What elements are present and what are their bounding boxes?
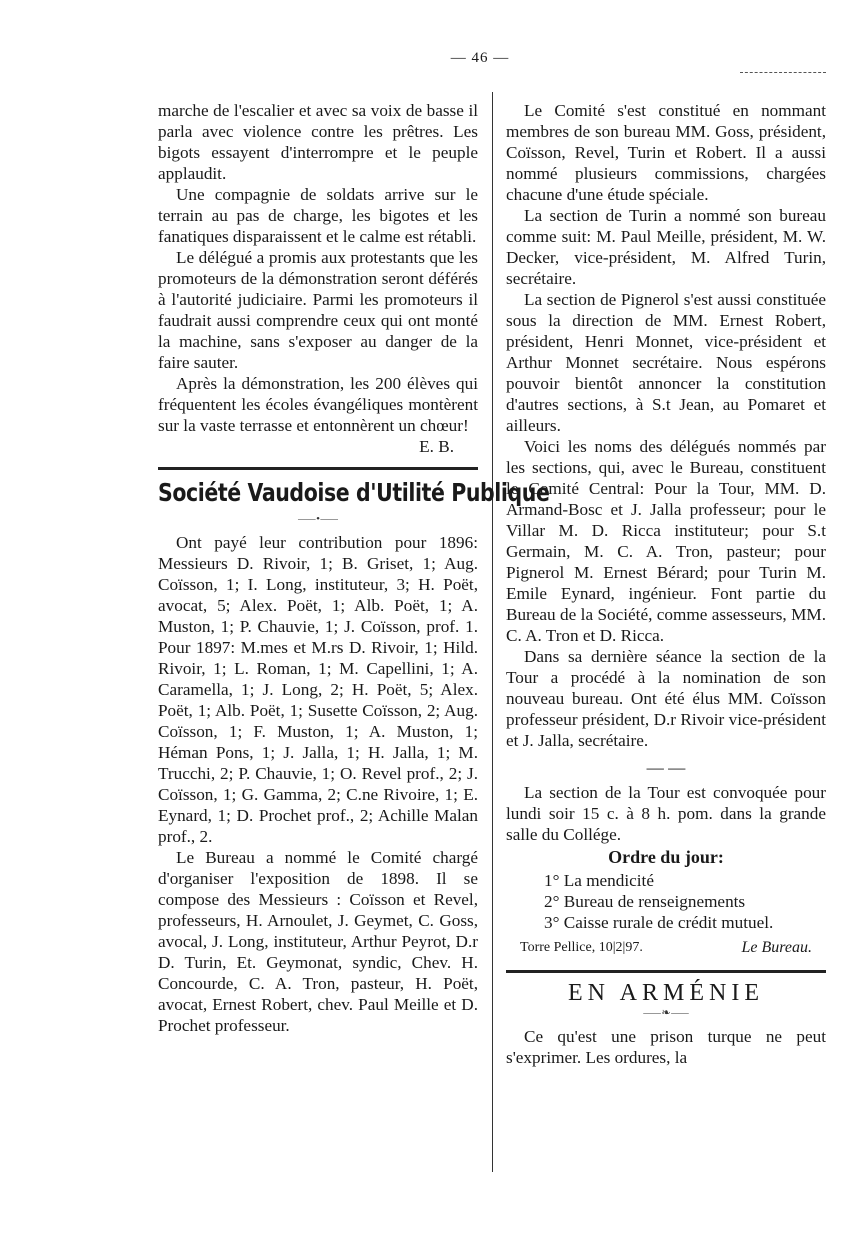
section-rule xyxy=(158,467,478,470)
agenda-title: Ordre du jour: xyxy=(608,847,724,867)
paragraph: Voici les noms des délégués nommés par les sections, qui, avec le Bureau, constituent le Comité Central: Pour la Tour, MM. D. Armand-Bosc et J. Jalla professeur; pour le Villar M. D. Ricca instituteur; pour S.t Germain, M. C. A. Tron, pasteur; pour Pignerol M. Ernest Bérard; pour Turin M. Emile Eynard, ingénieur. Font partie du Bureau de la Société, comme assesseurs, MM. C. A. Tron et D. Ricca. xyxy=(506,437,826,645)
paragraph: La section de Pignerol s'est aussi constituée sous la direction de MM. Ernest Robert, président, Henri Monnet, vice-président et Arthur Monnet secrétaire. Nous espérons pouvoir bientôt annoncer la constitution d'autres sections, à S.t Jean, au Pomaret et ailleurs. xyxy=(506,290,826,435)
signature: E. B. xyxy=(419,437,454,456)
paragraph: Le délégué a promis aux protestants que les promoteurs de la démonstration seront déférés à l'autorité judiciaire. Parmi les promoteurs il faudrait aussi comprendre ceux qui ont monté la machine, sans s'exposer au danger de la faire sauter. xyxy=(158,248,478,372)
paragraph: Ce qu'est une prison turque ne peut s'exprimer. Les ordures, la xyxy=(506,1027,826,1067)
paragraph: Une compagnie de soldats arrive sur le terrain au pas de charge, les bigotes et les fanatiques disparaissent et le calme est rétabli. xyxy=(158,185,478,246)
page-number: — 46 — xyxy=(450,50,510,66)
paragraph: Dans sa dernière séance la section de la Tour a procédé à la nomination de son nouveau bureau. Ont été élus MM. Coïsson professeur président, D.r Rivoir vice-président et J. Jalla, secrétaire. xyxy=(506,647,826,750)
section-title: Société Vaudoise d'Utilité Publique xyxy=(158,478,550,507)
section-rule xyxy=(506,970,826,973)
left-column xyxy=(158,100,550,1036)
bureau-signature: Le Bureau. xyxy=(741,939,812,956)
place-date: Torre Pellice, 10|2|97. xyxy=(520,940,643,955)
place-date-line xyxy=(506,937,826,958)
column-divider xyxy=(492,92,493,1172)
paragraph: Ont payé leur contribution pour 1896: Messieurs D. Rivoir, 1; B. Griset, 1; Aug. Coïsson, 1; I. Long, instituteur, 3; H. Poët, avocat, 5; Alex. Poët, 1; Alb. Poët, 1; A. Muston, 1; P. Chauvie, 1; J. Coïsson, prof. 1. Pour 1897: M.mes et M.rs D. Rivoir, 1; Hild. Rivoir, 1; L. Roman, 1; M. Capellini, 1; A. Caramella, 1; J. Long, 2; H. Poët, 5; Alex. Poët, 1; Alb. Poët, 1; Susette Coïsson, 2; Aug. Coïsson, 1; F. Muston, 1; A. Muston, 1; Héman Pons, 1; J. Jalla, 1; H. Jalla, 1; M. Trucchi, 2; P. Chauvie, 1; O. Revel prof., 2; J. Coïsson, 1; G. Gamma, 2; C.ne Rivoire, 1; E. Eynard, 1; D. Prochet prof., 2; Achille Malan prof., 2. xyxy=(158,533,478,846)
paragraph: La section de la Tour est convoquée pour lundi soir 15 c. à 8 h. pom. dans la grande salle du Collége. xyxy=(506,783,826,844)
paragraph: La section de Turin a nommé son bureau comme suit: M. Paul Meille, président, M. W. Decker, vice-président, M. Alfred Turin, secrétaire. xyxy=(506,206,826,288)
paragraph: Après la démonstration, les 200 élèves qui fréquentent les écoles évangéliques montèrent sur la vaste terrasse et entonnèrent un chœur! xyxy=(158,374,478,435)
paragraph: Le Comité s'est constitué en nommant membres de son bureau MM. Goss, président, Coïsson, Revel, Turin et Robert. Il a aussi nommé plusieurs commissions, chargées chacune d'une étude spéciale. xyxy=(506,101,826,204)
armenie-title: EN ARMÉNIE xyxy=(568,980,764,1006)
ornament: ⸺•⸺ xyxy=(297,513,339,525)
agenda-item: 3° Caisse rurale de crédit mutuel. xyxy=(544,913,774,932)
separator-dash: — — xyxy=(646,758,686,777)
top-rule xyxy=(740,72,826,73)
paragraph: Le Bureau a nommé le Comité chargé d'organiser l'exposition de 1898. Il se compose des Messieurs : Coïsson et Revel, professeurs, H. Arnoulet, J. Geymet, C. Goss, avocal, J. Long, instituteur, Arthur Peyrot, D.r D. Turin, Et. Geymonat, syndic, Chev. H. Concourde, C. A. Tron, pasteur, H. Poët, avocat, Ernest Robert, chev. Paul Meille et D. Prochet professeur. xyxy=(158,848,478,1035)
agenda-item: 1° La mendicité xyxy=(544,871,654,890)
ornament: ⸺❧⸺ xyxy=(642,1007,690,1019)
paragraph: marche de l'escalier et avec sa voix de basse il parla avec violence contre les prêtres. Les bigots essayent d'interrompre et le peuple applaudit. xyxy=(158,101,478,183)
agenda-item: 2° Bureau de renseignements xyxy=(544,892,746,911)
right-column xyxy=(506,100,826,1068)
